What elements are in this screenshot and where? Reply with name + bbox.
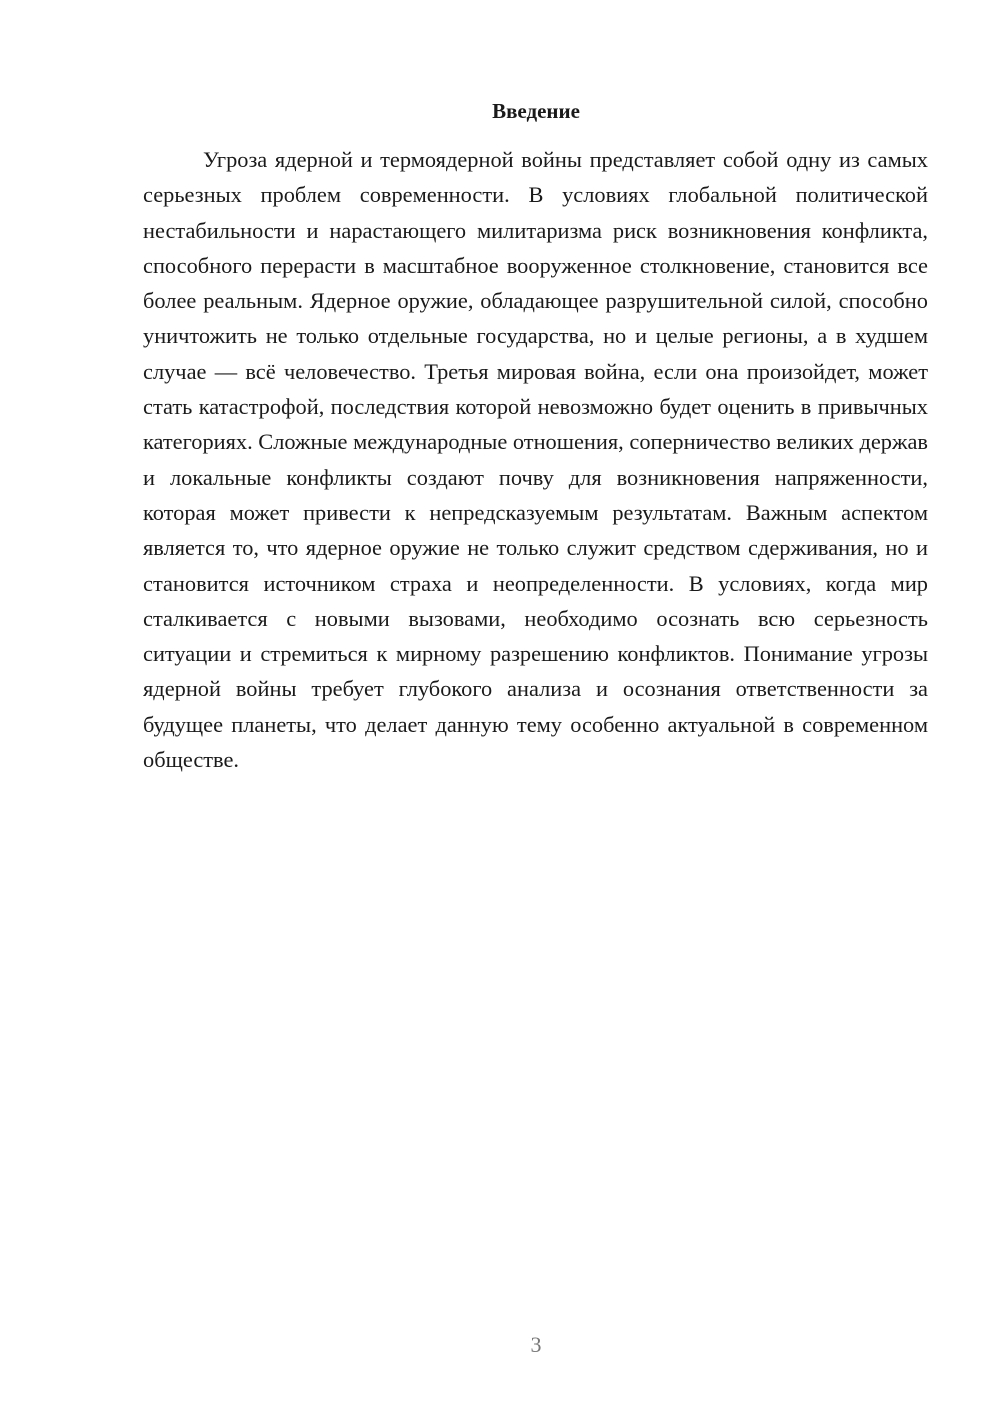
page-title: Введение — [492, 99, 580, 123]
page-number: 3 — [530, 1332, 542, 1357]
body-paragraph: Угроза ядерной и термоядерной войны представляет собой одну из самых серьезных проблем современности. В условиях глобальной политической нестабильности и нарастающего милитаризма риск возникновения конфликта, способного перерасти в масштабное вооруженное столкновение, становится все более реальным. Ядерное оружие, обладающее разрушительной силой, способно уничтожить не только отдельные государства, но и целые регионы, а в худшем случае — всё человечество. Третья мировая война, если она произойдет, может стать катастрофой, последствия которой невозможно будет оценить в привычных категориях. Сложные международные отношения, соперничество великих держав и локальные конфликты создают почву для возникновения напряженности, которая может привести к непредсказуемым результатам. Важным аспектом является то, что ядерное оружие не только служит средством сдерживания, но и становится источником страха и неопределенности. В условиях, когда мир сталкивается с новыми вызовами, необходимо осознать всю серьезность ситуации и стремиться к мирному разрешению конфликтов. Понимание угрозы ядерной войны требует глубокого анализа и осознания ответственности за будущее планеты, что делает данную тему особенно актуальной в современном обществе. — [143, 147, 928, 773]
